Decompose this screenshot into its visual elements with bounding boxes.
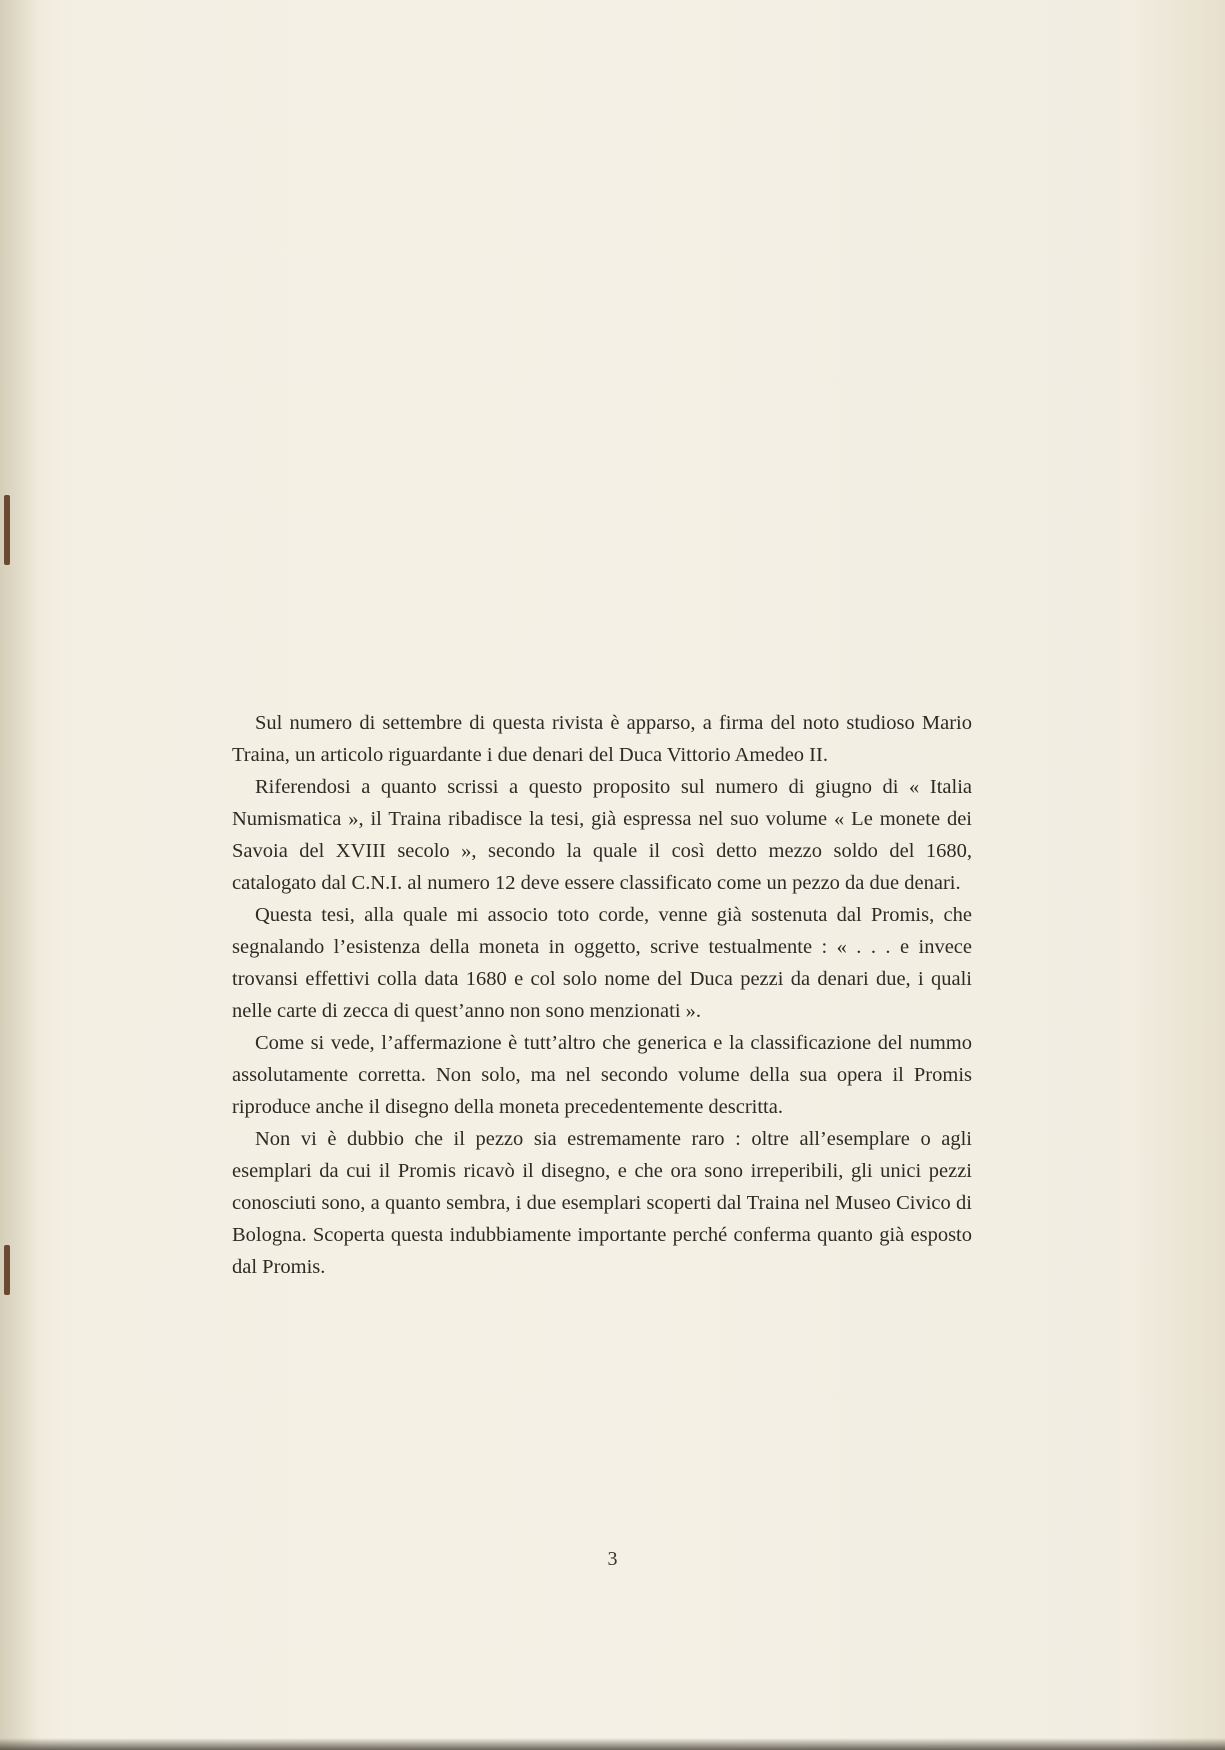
staple-bottom — [4, 1245, 10, 1295]
paragraph-3: Questa tesi, alla quale mi associo toto corde, venne già sostenuta dal Promis, che segnalando l’esistenza della moneta in oggetto, scrive testualmente : « . . . e invece trovansi effettivi colla data 1680 e col solo nome del Duca pezzi da denari due, i quali nelle carte di zecca di quest’anno non sono menzionati ». — [232, 904, 972, 1022]
staple-top — [4, 495, 10, 565]
paragraph-2: Riferendosi a quanto scrissi a questo proposito sul numero di giugno di « Italia Numismatica », il Traina ribadisce la tesi, già espressa nel suo volume « Le monete dei Savoia del XVIII secolo », secondo la quale il così detto mezzo soldo del 1680, catalogato dal C.N.I. al numero 12 deve essere classificato come un pezzo da due denari. — [232, 776, 972, 894]
body-text — [232, 707, 972, 1283]
page-number: 3 — [607, 1548, 618, 1570]
paragraph-1: Sul numero di settembre di questa rivista è apparso, a firma del noto studioso Mario Traina, un articolo riguardante i due denari del Duca Vittorio Amedeo II. — [232, 712, 972, 766]
page-bottom-edge — [0, 1738, 1225, 1750]
binding-shadow — [0, 0, 40, 1750]
paragraph-5: Non vi è dubbio che il pezzo sia estremamente raro : oltre all’esemplare o agli esemplari da cui il Promis ricavò il disegno, e che ora sono irreperibili, gli unici pezzi conosciuti sono, a quanto sembra, i due esemplari scoperti dal Traina nel Museo Civico di Bologna. Scoperta questa indubbiamente importante perché conferma quanto già esposto dal Promis. — [232, 1128, 972, 1278]
paragraph-4: Come si vede, l’affermazione è tutt’altro che generica e la classificazione del nummo assolutamente corretta. Non solo, ma nel secondo volume della sua opera il Promis riproduce anche il disegno della moneta precedentemente descritta. — [232, 1032, 972, 1118]
